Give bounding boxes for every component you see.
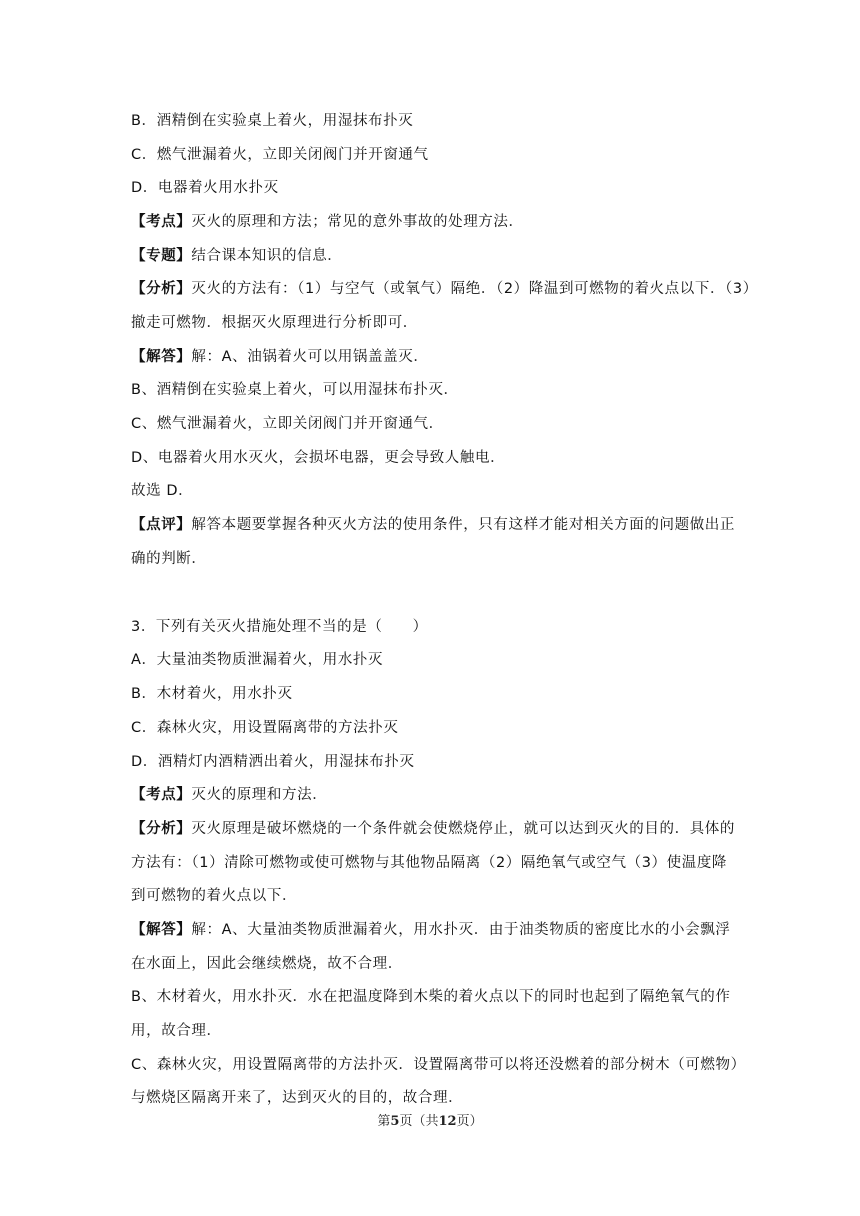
kaodian-text: 灭火的原理和方法；常见的意外事故的处理方法． [191,214,524,230]
dianping-tag: 【点评】 [131,517,192,533]
q3-option-a: A．大量油类物质泄漏着火，用水扑灭 [131,652,384,668]
page-footer [0,1110,860,1129]
zhuanti-text: 结合课本知识的信息． [191,248,343,264]
q2-answer: 故选 D． [131,483,194,499]
jieda-tag: 【解答】 [131,922,192,938]
footer-middle: 页（共 [399,1114,439,1129]
q2-jieda-a [131,347,428,367]
q2-fenxi-line-2: 撤走可燃物．根据灭火原理进行分析即可． [131,315,418,331]
q2-jieda-b: B、酒精倒在实验桌上着火，可以用湿抹布扑灭． [131,382,459,398]
q2-option-b: B．酒精倒在实验桌上着火，用湿抹布扑灭 [131,113,414,129]
q2-option-d: D．电器着火用水扑灭 [131,180,279,196]
footer-total-pages: 12 [438,1114,457,1129]
jieda-text: 解：A、油锅着火可以用锅盖盖灭． [191,349,429,365]
footer-prefix: 第 [377,1114,391,1129]
q3-kaodian [131,785,327,805]
zhuanti-tag: 【专题】 [131,248,192,264]
q3-option-c: C．森林火灾，用设置隔离带的方法扑灭 [131,720,399,736]
q3-option-d: D．酒精灯内酒精洒出着火，用湿抹布扑灭 [131,754,415,770]
q2-zhuanti [131,246,342,266]
q2-fenxi-line-1 [131,279,758,299]
q3-fenxi-line-2: 方法有：（1）清除可燃物或使可燃物与其他物品隔离（2）隔绝氧气或空气（3）使温度降 [131,855,728,871]
q3-stem: 3．下列有关灭火措施处理不当的是（ ） [131,619,428,635]
jieda-text: 解：A、大量油类物质泄漏着火，用水扑灭．由于油类物质的密度比水的小会飘浮 [191,922,731,938]
q3-jieda-a-line-2: 在水面上，因此会继续燃烧，故不合理． [131,956,403,972]
q2-jieda-c: C、燃气泄漏着火，立即关闭阀门并开窗通气． [131,416,444,432]
fenxi-text: 灭火原理是破坏燃烧的一个条件就会使燃烧停止，就可以达到灭火的目的．具体的 [191,821,736,837]
q3-jieda-b-line-2: 用，故合理． [131,1023,222,1039]
q2-option-c: C．燃气泄漏着火，立即关闭阀门并开窗通气 [131,147,429,163]
q3-jieda-c-line-1: C、森林火灾，用设置隔离带的方法扑灭．设置隔离带可以将还没燃着的部分树木（可燃物） [131,1057,746,1073]
dianping-text: 解答本题要掌握各种灭火方法的使用条件，只有这样才能对相关方面的问题做出正 [191,517,736,533]
fenxi-tag: 【分析】 [131,821,192,837]
q3-jieda-b-line-1: B、木材着火，用水扑灭．水在把温度降到木柴的着火点以下的同时也起到了隔绝氧气的作 [131,989,731,1005]
fenxi-tag: 【分析】 [131,281,192,297]
q3-jieda-a-line-1 [131,920,730,940]
q2-kaodian [131,212,524,232]
q3-option-b: B．木材着火，用水扑灭 [131,686,293,702]
q2-dianping-line-1 [131,515,735,535]
q2-jieda-d: D、电器着火用水灭火，会损坏电器，更会导致人触电． [131,450,506,466]
q3-fenxi-line-3: 到可燃物的着火点以下． [131,888,298,904]
kaodian-text: 灭火的原理和方法． [191,787,328,803]
kaodian-tag: 【考点】 [131,214,192,230]
kaodian-tag: 【考点】 [131,787,192,803]
q2-dianping-line-2: 确的判断． [131,551,207,567]
jieda-tag: 【解答】 [131,349,192,365]
q3-fenxi-line-1 [131,819,735,839]
footer-suffix: 页） [456,1114,483,1129]
fenxi-text: 灭火的方法有：（1）与空气（或氧气）隔绝．（2）降温到可燃物的着火点以下．（3） [191,281,758,297]
q3-jieda-c-line-2: 与燃烧区隔离开来了，达到灭火的目的，故合理． [131,1090,464,1106]
footer-page-number: 5 [390,1114,400,1129]
